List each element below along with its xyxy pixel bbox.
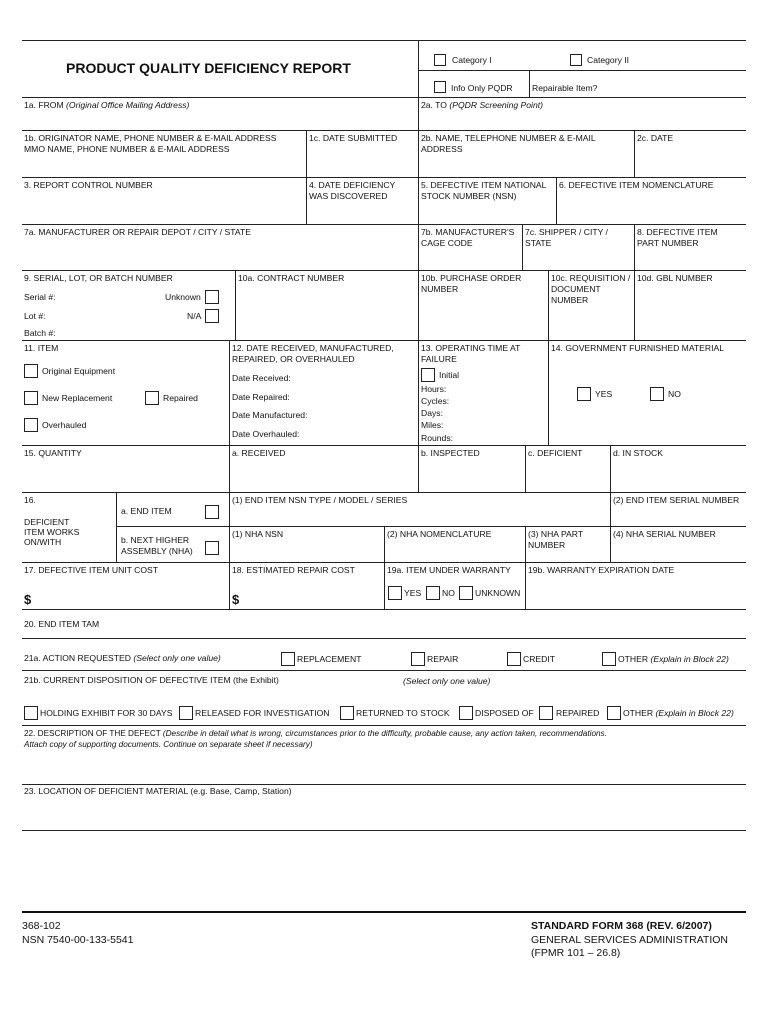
- col-divider: [556, 177, 557, 224]
- repair-checkbox[interactable]: [411, 652, 425, 666]
- initial-label: Initial: [439, 370, 460, 380]
- new-replacement-label: New Replacement: [42, 393, 113, 403]
- to-field[interactable]: [421, 100, 543, 111]
- col-divider: [384, 562, 385, 609]
- new-replacement-checkbox[interactable]: [24, 391, 38, 405]
- description-field[interactable]: [24, 728, 607, 739]
- gfm-no-label: NO: [668, 389, 681, 399]
- col-divider: [229, 340, 230, 445]
- unknown-label: Unknown: [165, 292, 201, 302]
- row-rule: [22, 97, 746, 98]
- nsn-number: NSN 7540-00-133-5541: [22, 934, 134, 946]
- category-1-label: Category I: [452, 55, 492, 65]
- date-deficiency-label: 4. DATE DEFICIENCY WAS DISCOVERED: [309, 180, 396, 201]
- disposition-other: [623, 708, 734, 719]
- action-other: [618, 654, 729, 665]
- row-rule: [22, 177, 746, 178]
- disposition-other-note: (Explain in Block 22): [655, 708, 734, 718]
- gfm-no-checkbox[interactable]: [650, 387, 664, 401]
- row-rule: [22, 609, 746, 610]
- report-control-label: 3. REPORT CONTROL NUMBER: [24, 180, 153, 190]
- serial-label: Serial #:: [24, 292, 56, 302]
- top-rule: [22, 40, 746, 41]
- col-divider: [116, 492, 117, 562]
- info-only-checkbox[interactable]: [434, 81, 446, 93]
- nomenclature-label: 6. DEFECTIVE ITEM NOMENCLATURE: [559, 180, 714, 190]
- disposition-label: 21b. CURRENT DISPOSITION OF DEFECTIVE ITEM (the Exhibit): [24, 675, 279, 685]
- category-2-checkbox[interactable]: [570, 54, 582, 66]
- nha-nomenclature-label: (2) NHA NOMENCLATURE: [387, 529, 492, 539]
- page-title: PRODUCT QUALITY DEFICIENCY REPORT: [66, 60, 351, 76]
- requisition-label: 10c. REQUISITION / DOCUMENT NUMBER: [551, 273, 631, 305]
- nha-serial-label: (4) NHA SERIAL NUMBER: [613, 529, 716, 539]
- col-divider: [548, 340, 549, 445]
- rounds-label: Rounds:: [421, 433, 454, 443]
- cage-code-label: 7b. MANUFACTURER'S CAGE CODE: [421, 227, 515, 248]
- col-divider: [418, 40, 419, 270]
- warranty-label: 19a. ITEM UNDER WARRANTY: [387, 565, 511, 575]
- received-label: a. RECEIVED: [232, 448, 286, 458]
- action-label: 21a. ACTION REQUESTED: [24, 653, 131, 663]
- in-stock-label: d. IN STOCK: [613, 448, 663, 458]
- repair-label: REPAIR: [427, 654, 459, 664]
- row-rule: [22, 830, 746, 831]
- date-label: 2c. DATE: [637, 133, 674, 143]
- action-other-note: (Explain in Block 22): [650, 654, 729, 664]
- action-note: (Select only one value): [133, 653, 221, 663]
- contract-label: 10a. CONTRACT NUMBER: [238, 273, 345, 283]
- fpmr: (FPMR 101 – 26.8): [531, 947, 621, 959]
- na-label: N/A: [187, 311, 202, 321]
- to-note: (PQDR Screening Point): [449, 100, 543, 110]
- col-divider: [384, 526, 385, 562]
- col-divider: [634, 224, 635, 270]
- inspected-label: b. INSPECTED: [421, 448, 480, 458]
- row-rule: [22, 224, 746, 225]
- replacement-label: REPLACEMENT: [297, 654, 362, 664]
- unit-cost-dollar: $: [24, 592, 32, 607]
- credit-checkbox[interactable]: [507, 652, 521, 666]
- batch-label: Batch #:: [24, 328, 56, 338]
- date-submitted-label: 1c. DATE SUBMITTED: [309, 133, 398, 143]
- nha-nsn-label: (1) NHA NSN: [232, 529, 284, 539]
- from-label: 1a. FROM: [24, 100, 64, 110]
- row-rule: [22, 492, 746, 493]
- location-label: 23. LOCATION OF DEFICIENT MATERIAL (e.g. Base, Camp, Station): [24, 786, 292, 796]
- returned-label: RETURNED TO STOCK: [356, 708, 450, 718]
- nsn-label: 5. DEFECTIVE ITEM NATIONAL STOCK NUMBER (NSN): [421, 180, 547, 201]
- warranty-no-label: NO: [442, 588, 455, 598]
- end-item-serial-label: (2) END ITEM SERIAL NUMBER: [613, 495, 740, 505]
- category-2-label: Category II: [587, 55, 630, 65]
- col-divider: [418, 445, 419, 492]
- miles-label: Miles:: [421, 420, 444, 430]
- gfm-yes-checkbox[interactable]: [577, 387, 591, 401]
- disposition-repaired-checkbox[interactable]: [539, 706, 553, 720]
- disposition-repaired-label: REPAIRED: [556, 708, 600, 718]
- col-divider: [525, 526, 526, 562]
- col-divider: [525, 445, 526, 492]
- col-divider: [634, 270, 635, 340]
- initial-checkbox[interactable]: [421, 368, 435, 382]
- days-label: Days:: [421, 408, 443, 418]
- date-manufactured-field[interactable]: Date Manufactured:: [232, 410, 308, 420]
- holding-checkbox[interactable]: [24, 706, 38, 720]
- warranty-yes-checkbox[interactable]: [388, 586, 402, 600]
- gfm-yes-label: YES: [595, 389, 613, 399]
- row-rule: [22, 340, 746, 341]
- disposed-checkbox[interactable]: [459, 706, 473, 720]
- warranty-no-checkbox[interactable]: [426, 586, 440, 600]
- part-number-label: 8. DEFECTIVE ITEM PART NUMBER: [637, 227, 718, 248]
- row-rule: [22, 725, 746, 726]
- purchase-order-label: 10b. PURCHASE ORDER NUMBER: [421, 273, 522, 294]
- lot-label: Lot #:: [24, 311, 46, 321]
- credit-label: CREDIT: [523, 654, 555, 664]
- col-divider: [229, 445, 230, 492]
- originator-label: 1b. ORIGINATOR NAME, PHONE NUMBER & E-MAIL ADDRESS: [24, 133, 277, 143]
- row-rule: [22, 445, 746, 446]
- from-note: (Original Office Mailing Address): [66, 100, 190, 110]
- description-note: (Describe in detail what is wrong, circumstances prior to the difficulty, probable cause, any action taken, recommendations.: [162, 729, 607, 738]
- end-item-type-label: (1) END ITEM NSN TYPE / MODEL / SERIES: [232, 495, 408, 505]
- description-note-2: Attach copy of supporting documents. Continue on separate sheet if necessary): [24, 740, 313, 749]
- footer-rule: [22, 911, 746, 913]
- standard-form: STANDARD FORM 368 (REV. 6/2007): [531, 920, 712, 932]
- form-number: 368-102: [22, 920, 61, 932]
- overhauled-label: Overhauled: [42, 420, 87, 430]
- warranty-yes-label: YES: [404, 588, 422, 598]
- hours-label: Hours:: [421, 384, 447, 394]
- next-higher-checkbox[interactable]: [205, 541, 219, 555]
- disposition-other-label: OTHER: [623, 708, 654, 718]
- gbl-label: 10d. GBL NUMBER: [637, 273, 713, 283]
- original-equipment-checkbox[interactable]: [24, 364, 38, 378]
- released-label: RELEASED FOR INVESTIGATION: [195, 708, 330, 718]
- action-other-label: OTHER: [618, 654, 649, 664]
- released-checkbox[interactable]: [179, 706, 193, 720]
- to-label: 2a. TO: [421, 100, 447, 110]
- repaired-checkbox[interactable]: [145, 391, 159, 405]
- repair-cost-label: 18. ESTIMATED REPAIR COST: [232, 565, 355, 575]
- serial-lot-label: 9. SERIAL, LOT, OR BATCH NUMBER: [24, 273, 173, 283]
- col-divider: [418, 340, 419, 445]
- row-rule: [22, 130, 746, 131]
- action-other-checkbox[interactable]: [602, 652, 616, 666]
- row-rule: [22, 638, 746, 639]
- info-only-label: Info Only PQDR: [451, 83, 513, 93]
- col-divider: [418, 270, 419, 340]
- gfm-label: 14. GOVERNMENT FURNISHED MATERIAL: [551, 343, 725, 353]
- deficient-label: c. DEFICIENT: [528, 448, 583, 458]
- col-divider: [610, 492, 611, 562]
- mmo-label: MMO NAME, PHONE NUMBER & E-MAIL ADDRESS: [24, 144, 230, 154]
- end-item-label: a. END ITEM: [121, 506, 172, 516]
- col-divider: [610, 445, 611, 492]
- col-divider: [306, 130, 307, 224]
- disposed-label: DISPOSED OF: [475, 708, 534, 718]
- date-received-field[interactable]: Date Received:: [232, 373, 291, 383]
- item-label: 11. ITEM: [24, 343, 59, 353]
- from-field[interactable]: [24, 100, 189, 111]
- operating-time-label: 13. OPERATING TIME AT FAILURE: [421, 343, 521, 364]
- warranty-unknown-label: UNKNOWN: [475, 588, 521, 598]
- block-16-label: 16.: [24, 495, 36, 505]
- expiration-label: 19b. WARRANTY EXPIRATION DATE: [528, 565, 675, 575]
- repaired-label: Repaired: [163, 393, 198, 403]
- row-rule: [22, 784, 746, 785]
- row-rule: [116, 526, 746, 527]
- nha-part-label: (3) NHA PART NUMBER: [528, 529, 583, 550]
- na-checkbox[interactable]: [205, 309, 219, 323]
- original-equipment-label: Original Equipment: [42, 366, 116, 376]
- description-label: 22. DESCRIPTION OF THE DEFECT: [24, 729, 161, 738]
- repairable-label: Repairable Item?: [532, 83, 598, 93]
- col-divider: [525, 562, 526, 609]
- date-overhauled-field[interactable]: Date Overhauled:: [232, 429, 300, 439]
- col-divider: [548, 270, 549, 340]
- col-divider: [522, 224, 523, 270]
- cycles-label: Cycles:: [421, 396, 450, 406]
- col-divider: [229, 562, 230, 609]
- header-divider: [418, 70, 746, 71]
- manufacturer-label: 7a. MANUFACTURER OR REPAIR DEPOT / CITY / STATE: [24, 227, 251, 237]
- col-divider: [235, 270, 236, 340]
- returned-checkbox[interactable]: [340, 706, 354, 720]
- overhauled-checkbox[interactable]: [24, 418, 38, 432]
- gsa: GENERAL SERVICES ADMINISTRATION: [531, 934, 729, 946]
- date-received-heading: 12. DATE RECEIVED, MANUFACTURED, REPAIRED, OR OVERHAULED: [232, 343, 394, 364]
- warranty-unknown-checkbox[interactable]: [459, 586, 473, 600]
- row-rule: [22, 270, 746, 271]
- disposition-note: (Select only one value): [403, 676, 491, 686]
- disposition-other-checkbox[interactable]: [607, 706, 621, 720]
- col-divider: [229, 492, 230, 562]
- action-requested: [24, 653, 221, 664]
- deficient-item-label: DEFICIENT ITEM WORKS ON/WITH: [24, 517, 80, 547]
- col-divider: [634, 130, 635, 177]
- name-tel-label: 2b. NAME, TELEPHONE NUMBER & E-MAIL ADDRESS: [421, 133, 596, 154]
- repair-cost-dollar: $: [232, 592, 240, 607]
- date-repaired-field[interactable]: Date Repaired:: [232, 392, 290, 402]
- unit-cost-label: 17. DEFECTIVE ITEM UNIT COST: [24, 565, 159, 575]
- shipper-label: 7c. SHIPPER / CITY / STATE: [525, 227, 608, 248]
- category-1-checkbox[interactable]: [434, 54, 446, 66]
- replacement-checkbox[interactable]: [281, 652, 295, 666]
- end-item-tam-label: 20. END ITEM TAM: [24, 619, 100, 629]
- holding-label: HOLDING EXHIBIT FOR 30 DAYS: [40, 708, 173, 718]
- quantity-label: 15. QUANTITY: [24, 448, 82, 458]
- next-higher-label: b. NEXT HIGHER ASSEMBLY (NHA): [121, 535, 193, 556]
- col-divider: [529, 70, 530, 97]
- end-item-checkbox[interactable]: [205, 505, 219, 519]
- unknown-checkbox[interactable]: [205, 290, 219, 304]
- row-rule: [22, 670, 746, 671]
